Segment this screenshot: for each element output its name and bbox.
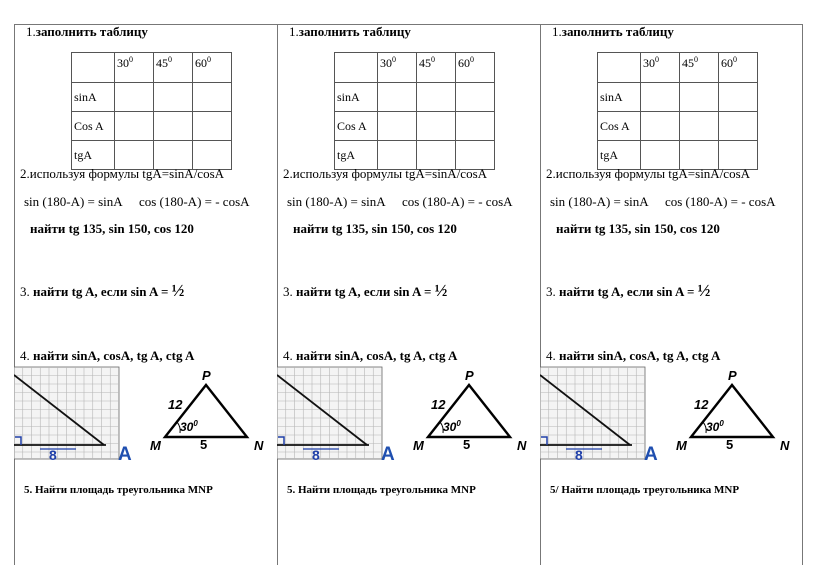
table-row-sin <box>72 83 232 112</box>
table-cell[interactable] <box>378 112 417 141</box>
table-row-cos <box>72 112 232 141</box>
table-cell-empty <box>72 53 115 83</box>
task4-figures <box>540 365 802 469</box>
side-mn-label: 5 <box>726 437 734 452</box>
task2-find: найти tg 135, sin 150, cos 120 <box>556 221 720 236</box>
table-header-45: $45^0$ <box>680 53 719 83</box>
grid-label-A: A <box>118 444 132 465</box>
table-cell[interactable] <box>719 112 758 141</box>
grid-label-8: 8 <box>575 447 583 463</box>
task3-line: 3. найти tg A, если sin A = ½ <box>546 281 711 300</box>
task1-heading: 1.заполнить таблицу <box>552 24 674 39</box>
task3-line: 3. найти tg A, если sin A = ½ <box>20 281 185 300</box>
task4-line: 4. найти sinA, cosA, tg A, ctg A <box>546 348 721 363</box>
table-cell-empty <box>598 53 641 83</box>
table-header-row <box>72 53 232 83</box>
task1-heading: 1.заполнить таблицу <box>289 24 411 39</box>
side-mp-label: 12 <box>694 397 709 412</box>
grid-label-8: 8 <box>312 447 320 463</box>
table-cell[interactable] <box>193 83 232 112</box>
task4-figures <box>14 365 276 469</box>
formula-cos: cos (180-A) = - cosA <box>138 194 250 209</box>
task5-line: 5/ Найти площадь треугольника MNP <box>550 484 740 496</box>
table-row-label: tgA <box>335 141 378 170</box>
task2-heading: 2.используя формулы tgA=sinA/cosA <box>283 166 488 181</box>
task1-heading: 1.заполнить таблицу <box>26 24 148 39</box>
table-header-60: $60^0$ <box>456 53 495 83</box>
triangle-mnp <box>150 368 264 453</box>
worksheet-column <box>540 24 802 552</box>
worksheet-column <box>14 24 276 552</box>
table-cell[interactable] <box>641 83 680 112</box>
table-row-label: Cos A <box>598 112 641 141</box>
table-header-row <box>598 53 758 83</box>
formula-line <box>287 194 513 210</box>
side-mp-label: 12 <box>168 397 183 412</box>
angle-label: $30^0$ <box>706 419 724 434</box>
task4-figures <box>277 365 539 469</box>
angle-label: $30^0$ <box>180 419 198 434</box>
table-header-30: $30^0$ <box>115 53 154 83</box>
table-header-30: $30^0$ <box>378 53 417 83</box>
table-cell[interactable] <box>193 112 232 141</box>
vertex-n: N <box>780 438 790 453</box>
vertex-m: M <box>413 438 424 453</box>
table-row-label: Cos A <box>72 112 115 141</box>
table-header-60: $60^0$ <box>719 53 758 83</box>
formula-sin: sin (180-A) = sinA <box>24 194 123 209</box>
table-cell[interactable] <box>719 83 758 112</box>
table-cell[interactable] <box>154 112 193 141</box>
side-mn-label: 5 <box>463 437 471 452</box>
table-row-cos <box>598 112 758 141</box>
trig-table <box>597 52 758 170</box>
table-row-cos <box>335 112 495 141</box>
table-header-60: $60^0$ <box>193 53 232 83</box>
table-cell[interactable] <box>115 83 154 112</box>
table-cell[interactable] <box>456 83 495 112</box>
table-cell[interactable] <box>641 112 680 141</box>
task2-heading: 2.используя формулы tgA=sinA/cosA <box>20 166 225 181</box>
task2-find: найти tg 135, sin 150, cos 120 <box>293 221 457 236</box>
grid-label-A: A <box>644 444 658 465</box>
side-mp-label: 12 <box>431 397 446 412</box>
table-cell[interactable] <box>154 83 193 112</box>
triangle-mnp <box>676 368 790 453</box>
formula-sin: sin (180-A) = sinA <box>550 194 649 209</box>
task4-line: 4. найти sinA, cosA, tg A, ctg A <box>283 348 458 363</box>
table-cell[interactable] <box>115 112 154 141</box>
formula-line <box>550 194 776 210</box>
table-header-45: $45^0$ <box>417 53 456 83</box>
vertex-n: N <box>254 438 264 453</box>
task2-find: найти tg 135, sin 150, cos 120 <box>30 221 194 236</box>
side-mn-label: 5 <box>200 437 208 452</box>
angle-label: $30^0$ <box>443 419 461 434</box>
table-cell[interactable] <box>417 83 456 112</box>
table-cell[interactable] <box>417 112 456 141</box>
column-divider <box>802 25 803 565</box>
triangle-mnp <box>413 368 527 453</box>
table-row-sin <box>598 83 758 112</box>
formula-line <box>24 194 250 210</box>
task5-line: 5. Найти площадь треугольника MNP <box>24 484 213 496</box>
trig-table <box>334 52 495 170</box>
task5-line: 5. Найти площадь треугольника MNP <box>287 484 476 496</box>
table-cell[interactable] <box>680 83 719 112</box>
table-cell[interactable] <box>456 112 495 141</box>
table-row-label: tgA <box>72 141 115 170</box>
table-header-30: $30^0$ <box>641 53 680 83</box>
grid-label-8: 8 <box>49 447 57 463</box>
table-header-row <box>335 53 495 83</box>
grid-figure <box>277 367 395 465</box>
table-row-label: Cos A <box>335 112 378 141</box>
table-header-45: $45^0$ <box>154 53 193 83</box>
table-cell[interactable] <box>680 112 719 141</box>
task3-line: 3. найти tg A, если sin A = ½ <box>283 281 448 300</box>
task4-line: 4. найти sinA, cosA, tg A, ctg A <box>20 348 195 363</box>
vertex-p: P <box>465 368 474 383</box>
formula-cos: cos (180-A) = - cosA <box>401 194 513 209</box>
vertex-m: M <box>676 438 687 453</box>
trig-table <box>71 52 232 170</box>
table-row-sin <box>335 83 495 112</box>
formula-sin: sin (180-A) = sinA <box>287 194 386 209</box>
task2-heading: 2.используя формулы tgA=sinA/cosA <box>546 166 751 181</box>
vertex-p: P <box>202 368 211 383</box>
grid-figure <box>540 367 658 465</box>
table-row-label: tgA <box>598 141 641 170</box>
table-row-label: sinA <box>335 83 378 112</box>
vertex-n: N <box>517 438 527 453</box>
table-row-label: sinA <box>598 83 641 112</box>
table-cell-empty <box>335 53 378 83</box>
grid-label-A: A <box>381 444 395 465</box>
table-row-label: sinA <box>72 83 115 112</box>
vertex-p: P <box>728 368 737 383</box>
vertex-m: M <box>150 438 161 453</box>
table-cell[interactable] <box>378 83 417 112</box>
formula-cos: cos (180-A) = - cosA <box>664 194 776 209</box>
worksheet-column <box>277 24 539 552</box>
grid-figure <box>14 367 132 465</box>
